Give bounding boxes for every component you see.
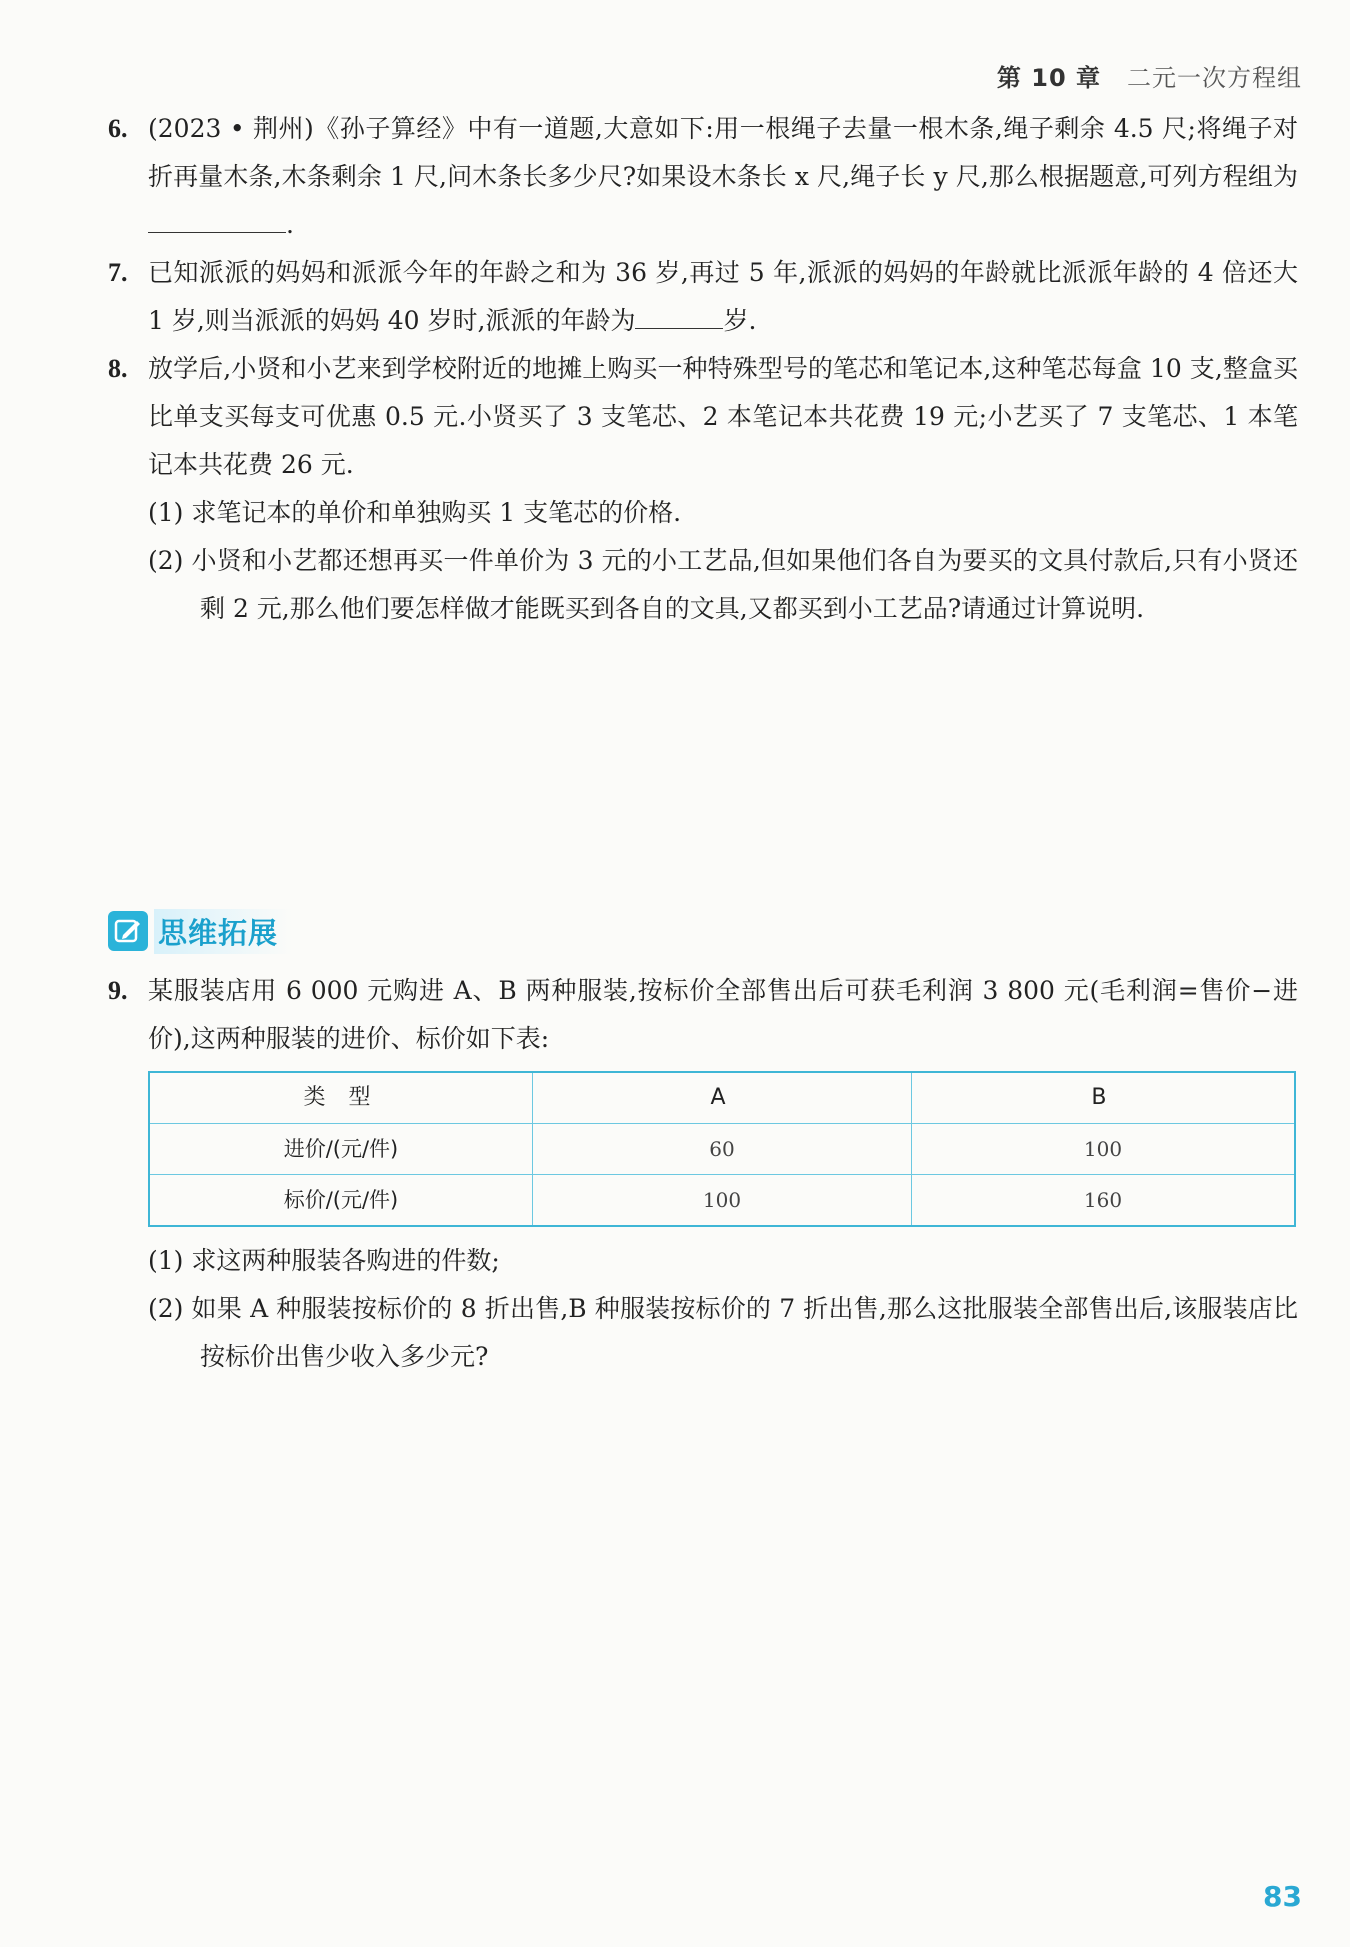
question-9 <box>108 967 1298 1381</box>
question-number: 8. <box>108 354 128 383</box>
table-cell: 60 <box>533 1124 912 1175</box>
section-title: 思维拓展 <box>154 909 292 954</box>
question-text: 某服装店用 6 000 元购进 A、B 两种服装,按标价全部售出后可获毛利润 3 800 元(毛利润=售价−进价),这两种服装的进价、标价如下表: <box>148 976 1298 1053</box>
answer-blank[interactable] <box>635 298 723 329</box>
table-header-cell: A <box>533 1072 912 1124</box>
sub-question-2: (2) 如果 A 种服装按标价的 8 折出售,B 种服装按标价的 7 折出售,那么这批服装全部售出后,该服装店比按标价出售少收入多少元? <box>148 1294 1298 1371</box>
table-row <box>149 1124 1295 1175</box>
question-8 <box>108 345 1298 633</box>
row-label: 标价/(元/件) <box>149 1175 533 1227</box>
table-cell: 100 <box>533 1175 912 1227</box>
price-table <box>148 1071 1296 1227</box>
question-text: 已知派派的妈妈和派派今年的年龄之和为 36 岁,再过 5 年,派派的妈妈的年龄就比派派年龄的 4 倍还大 1 岁,则当派派的妈妈 40 岁时,派派的年龄为 <box>148 258 1298 335</box>
question-number: 7. <box>108 258 128 287</box>
table-cell: 160 <box>911 1175 1295 1227</box>
chapter-label: 第 10 章 <box>996 64 1101 92</box>
answer-blank[interactable] <box>148 202 286 233</box>
table-cell: 100 <box>911 1124 1295 1175</box>
question-number: 6. <box>108 114 128 143</box>
table-header-cell: 类 型 <box>149 1072 533 1124</box>
question-text: 放学后,小贤和小艺来到学校附近的地摊上购买一种特殊型号的笔芯和笔记本,这种笔芯每盒 10 支,整盒买比单支买每支可优惠 0.5 元.小贤买了 3 支笔芯、2 本笔记本共花费 19 元;小艺买了 7 支笔芯、1 本笔记本共花费 26 元. <box>148 354 1298 479</box>
sub-question-2: (2) 小贤和小艺都还想再买一件单价为 3 元的小工艺品,但如果他们各自为要买的文具付款后,只有小贤还剩 2 元,那么他们要怎样做才能既买到各自的文具,又都买到小工艺品?请通过计算说明. <box>148 546 1298 623</box>
question-end: 岁. <box>723 306 757 335</box>
page-number: 83 <box>1263 1880 1302 1913</box>
chapter-title: 二元一次方程组 <box>1127 64 1302 92</box>
answer-space[interactable] <box>108 633 1298 905</box>
pencil-note-icon <box>108 911 148 951</box>
table-row <box>149 1175 1295 1227</box>
sub-question-1: (1) 求笔记本的单价和单独购买 1 支笔芯的价格. <box>148 498 682 527</box>
question-6 <box>108 105 1298 249</box>
row-label: 进价/(元/件) <box>149 1124 533 1175</box>
table-header-cell: B <box>911 1072 1295 1124</box>
section-header <box>108 905 1298 957</box>
table-header-row <box>149 1072 1295 1124</box>
running-header <box>997 58 1302 93</box>
question-end: . <box>286 210 294 239</box>
sub-question-1: (1) 求这两种服装各购进的件数; <box>148 1246 500 1275</box>
page-content <box>108 105 1298 1381</box>
question-7 <box>108 249 1298 345</box>
question-number: 9. <box>108 976 128 1005</box>
question-text: (2023 • 荆州)《孙子算经》中有一道题,大意如下:用一根绳子去量一根木条,绳子剩余 4.5 尺;将绳子对折再量木条,木条剩余 1 尺,问木条长多少尺?如果设木条长 x 尺,绳子长 y 尺,那么根据题意,可列方程组为 <box>148 114 1298 191</box>
